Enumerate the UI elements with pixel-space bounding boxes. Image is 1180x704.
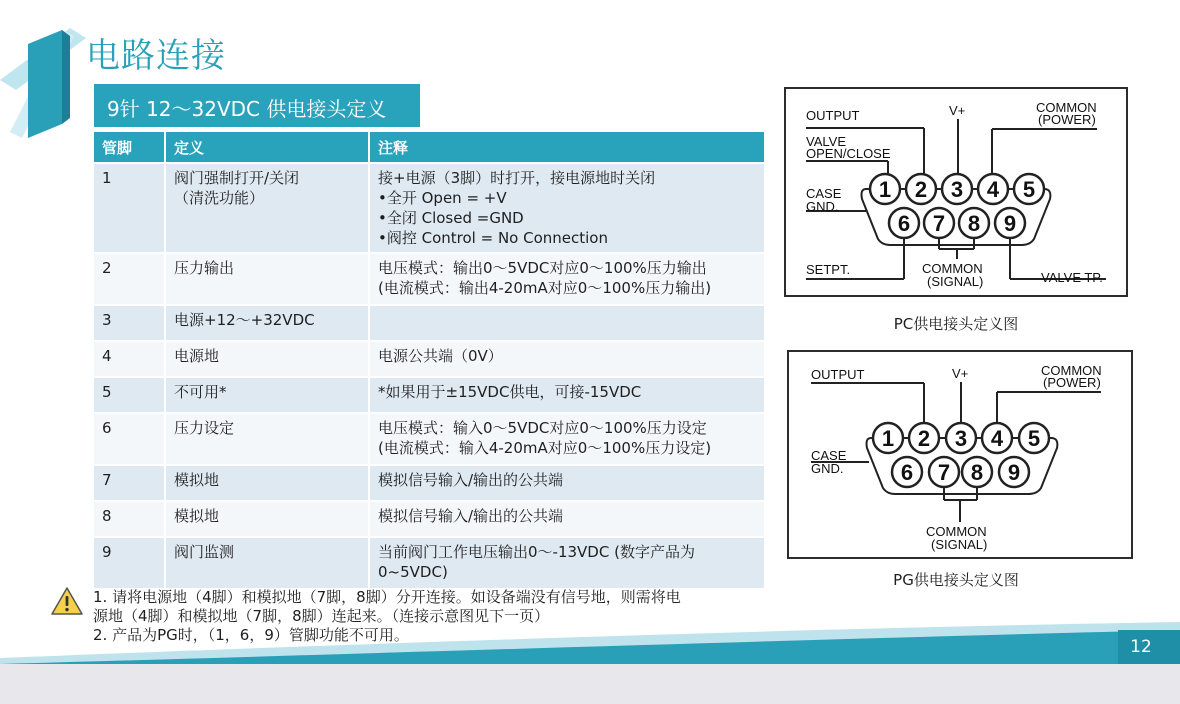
label-case: CASE: [806, 186, 842, 201]
pin-number: 7: [937, 460, 951, 485]
note-line: 电压模式：输出0～5VDC对应0～100%压力输出: [378, 259, 707, 277]
label-power: (POWER): [1043, 375, 1101, 390]
pin-number: 8: [970, 460, 984, 485]
pin-definition-table: [94, 132, 766, 588]
definition-cell: 电源地: [166, 340, 370, 376]
note-text: 2. 产品为PG时，（1，6，9）管脚功能不可用。: [93, 626, 409, 644]
table-row: [94, 464, 766, 500]
label-power: (POWER): [1038, 112, 1096, 127]
note-line: (电流模式：输出4-20mA对应0～100%压力输出): [378, 279, 712, 297]
header-pin: 管脚: [94, 132, 166, 162]
pin-cell: 3: [94, 304, 166, 340]
pin-number: 7: [932, 211, 946, 236]
note-line: •全开 Open = +V: [378, 189, 507, 207]
pin-cell: 1: [94, 162, 166, 252]
label-common-signal: COMMON: [926, 524, 987, 539]
note-line: (电流模式：输入4-20mA对应0～100%压力设定): [378, 439, 712, 457]
page-number: 12: [1130, 637, 1152, 657]
note-cell: [370, 252, 766, 304]
table-row: [94, 412, 766, 464]
definition-cell: 不可用*: [166, 376, 370, 412]
pin-number: 5: [1022, 177, 1036, 202]
pin-number: 1: [878, 177, 892, 202]
pc-diagram-caption: PC供电接头定义图: [893, 315, 1019, 333]
pin-number: 9: [1007, 460, 1021, 485]
table-row: [94, 304, 766, 340]
pin-number: 4: [986, 177, 1000, 202]
pin-number: 1: [881, 426, 895, 451]
note-line: 当前阀门工作电压输出0～-13VDC (数字产品为: [378, 543, 695, 561]
note-cell: [370, 536, 766, 588]
pin-number: 6: [897, 211, 911, 236]
pin-cell: 8: [94, 500, 166, 536]
warning-icon: [51, 586, 83, 616]
pin-number: 3: [950, 177, 964, 202]
label-signal: (SIGNAL): [931, 537, 988, 552]
pin-number: 9: [1003, 211, 1017, 236]
label-gnd: GND.: [811, 461, 844, 476]
table-row: [94, 536, 766, 588]
table-row: [94, 500, 766, 536]
note-cell: [370, 162, 766, 252]
definition-cell: 模拟地: [166, 464, 370, 500]
label-common-power: COMMON: [1041, 363, 1102, 378]
note-cell: 模拟信号输入/输出的公共端: [370, 464, 766, 500]
note-line: 接+电源（3脚）时打开，接电源地时关闭: [378, 169, 656, 187]
note-cell: *如果用于±15VDC供电，可接-15VDC: [370, 376, 766, 412]
header-definition: 定义: [166, 132, 370, 162]
definition-cell: 阀门监测: [166, 536, 370, 588]
footer-wave-decoration: [0, 620, 1180, 664]
note-cell: 模拟信号输入/输出的公共端: [370, 500, 766, 536]
pc-connector-diagram: [784, 87, 1128, 297]
note-text: 源地（4脚）和模拟地（7脚，8脚）连起来。（连接示意图见下一页）: [93, 607, 550, 625]
label-common-power: COMMON: [1036, 100, 1097, 115]
pin-cell: 7: [94, 464, 166, 500]
pg-diagram-caption: PG供电接头定义图: [893, 571, 1019, 589]
label-vplus: V+: [952, 366, 969, 381]
label-common-signal: COMMON: [922, 261, 983, 276]
note-cell: 电源公共端（0V）: [370, 340, 766, 376]
pin-number: 3: [954, 426, 968, 451]
title-ribbon-decoration: [0, 28, 95, 140]
note-cell: [370, 412, 766, 464]
definition-cell: 电源+12～+32VDC: [166, 304, 370, 340]
pin-cell: 4: [94, 340, 166, 376]
label-setpt: SETPT.: [806, 262, 851, 277]
section-header: [94, 84, 420, 127]
pin-cell: 9: [94, 536, 166, 588]
definition-cell: 压力输出: [166, 252, 370, 304]
table-row: [94, 162, 766, 252]
window-bottom-area: [0, 664, 1180, 704]
note-line: 0~5VDC): [378, 563, 448, 581]
table-header-row: [94, 132, 766, 162]
note-line: •全闭 Closed =GND: [378, 209, 524, 227]
definition-cell: 压力设定: [166, 412, 370, 464]
pin-number: 8: [967, 211, 981, 236]
label-output: OUTPUT: [811, 367, 865, 382]
note-line: 电压模式：输入0～5VDC对应0～100%压力设定: [378, 419, 707, 437]
note-text: 1. 请将电源地（4脚）和模拟地（7脚，8脚）分开连接。如设备端没有信号地，则需将电: [93, 588, 681, 606]
definition-cell: 模拟地: [166, 500, 370, 536]
pin-number: 6: [900, 460, 914, 485]
definition-line: （清洗功能）: [174, 189, 265, 207]
label-case: CASE: [811, 448, 847, 463]
label-vplus: V+: [949, 103, 966, 118]
label-valve-tp: VALVE TP.: [1041, 270, 1103, 285]
pin-cell: 6: [94, 412, 166, 464]
definition-cell: [166, 162, 370, 252]
pin-number: 4: [990, 426, 1004, 451]
table-row: [94, 340, 766, 376]
label-gnd: GND.: [806, 199, 839, 214]
pin-cell: 2: [94, 252, 166, 304]
header-note: 注释: [370, 132, 766, 162]
table-row: [94, 252, 766, 304]
pin-number: 2: [914, 177, 928, 202]
pin-number: 2: [917, 426, 931, 451]
table-row: [94, 376, 766, 412]
label-open-close: OPEN/CLOSE: [806, 146, 891, 161]
note-line: •阀控 Control = No Connection: [378, 229, 608, 247]
pg-connector-diagram: [787, 350, 1133, 559]
pin-cell: 5: [94, 376, 166, 412]
note-cell: [370, 304, 766, 340]
label-output: OUTPUT: [806, 108, 860, 123]
section-label: 9针 12～32VDC 供电接头定义: [107, 97, 387, 121]
label-valve: VALVE: [806, 134, 846, 149]
pin-number: 5: [1027, 426, 1041, 451]
definition-line: 阀门强制打开/关闭: [174, 169, 300, 187]
label-signal: (SIGNAL): [927, 274, 984, 289]
page-title: 电路连接: [86, 36, 226, 76]
